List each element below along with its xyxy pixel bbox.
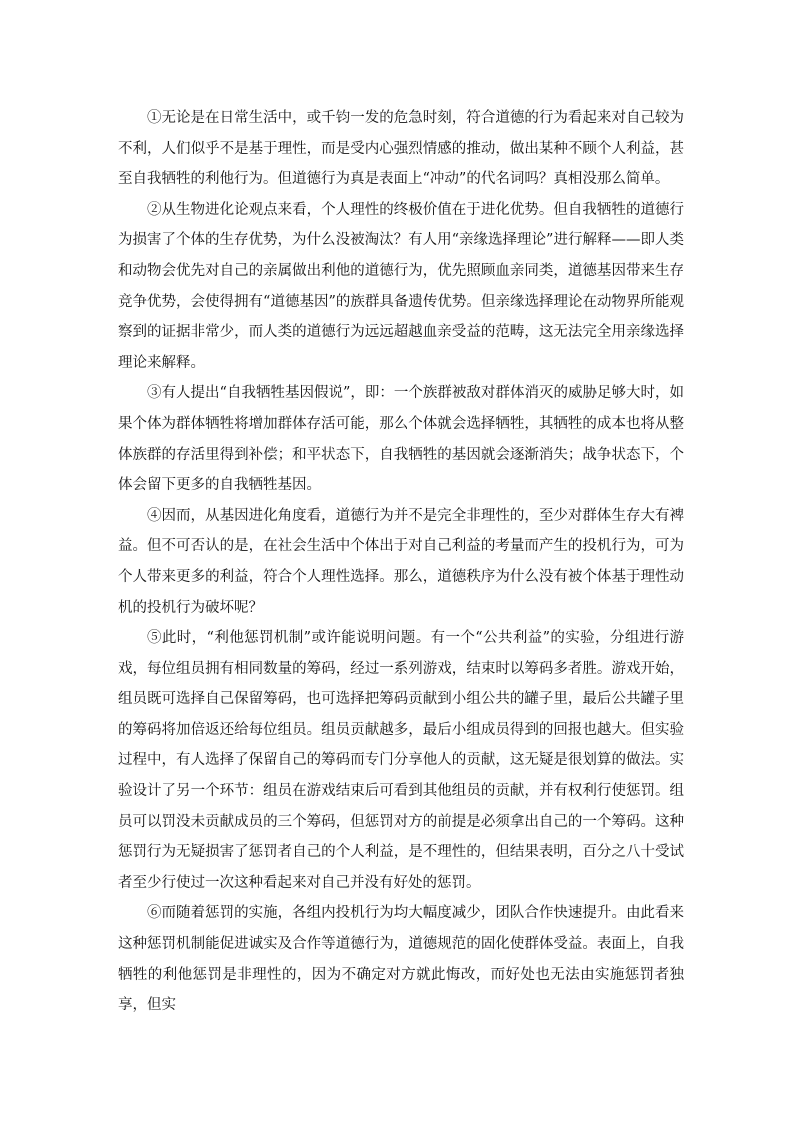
paragraph-4: ④因而，从基因进化角度看，道德行为并不是完全非理性的，至少对群体生存大有裨益。但不可否认的是，在社会生活中个体出于对自己利益的考量而产生的投机行为，可为个人带来更多的利益，符合个人理性选择。那么，道德秩序为什么没有被个体基于理性动机的投机行为破坏呢？ [118, 507, 684, 616]
paragraph-3: ③有人提出“自我牺牲基因假说”，即：一个族群被敌对群体消灭的威胁足够大时，如果个体为群体牺牲将增加群体存活可能，那么个体就会选择牺牲，其牺牲的成本也将从整体族群的存活里得到补偿；和平状态下，自我牺牲的基因就会逐渐消失；战争状态下，个体会留下更多的自我牺牲基因。 [118, 385, 684, 494]
paragraph-6: ⑥而随着惩罚的实施，各组内投机行为均大幅度减少，团队合作快速提升。由此看来这种惩罚机制能促进诚实及合作等道德行为，道德规范的固化使群体受益。表面上，自我牺牲的利他惩罚是非理性的，因为不确定对方就此悔改，而好处也无法由实施惩罚者独享，但实 [118, 905, 684, 1014]
paragraph-1: ①无论是在日常生活中，或千钧一发的危急时刻，符合道德的行为看起来对自己较为不利，人们似乎不是基于理性，而是受内心强烈情感的推动，做出某种不顾个人利益，甚至自我牺牲的利他行为。但道德行为真是表面上“冲动”的代名词吗？真相没那么简单。 [118, 110, 684, 188]
document-body [118, 103, 684, 1021]
paragraph-2: ②从生物进化论观点来看，个人理性的终极价值在于进化优势。但自我牺牲的道德行为损害了个体的生存优势，为什么没被淘汰？有人用“亲缘选择理论”进行解释——即人类和动物会优先对自己的亲属做出利他的道德行为，优先照顾血亲同类，道德基因带来生存竞争优势，会使得拥有“道德基因”的族群具备遗传优势。但亲缘选择理论在动物界所能观察到的证据非常少，而人类的道德行为远远超越血亲受益的范畴，这无法完全用亲缘选择理论来解释。 [118, 201, 684, 371]
paragraph-5: ⑤此时，“利他惩罚机制”或许能说明问题。有一个“公共利益”的实验，分组进行游戏，每位组员拥有相同数量的筹码，经过一系列游戏，结束时以筹码多者胜。游戏开始，组员既可选择自己保留筹码，也可选择把筹码贡献到小组公共的罐子里，最后公共罐子里的筹码将加倍返还给每位组员。组员贡献越多，最后小组成员得到的回报也越大。但实验过程中，有人选择了保留自己的筹码而专门分享他人的贡献，这无疑是很划算的做法。实验设计了另一个环节：组员在游戏结束后可看到其他组员的贡献，并有权利行使惩罚。组员可以罚没未贡献成员的三个筹码，但惩罚对方的前提是必须拿出自己的一个筹码。这种惩罚行为无疑损害了惩罚者自己的个人利益，是不理性的，但结果表明，百分之八十受试者至少行使过一次这种看起来对自己并没有好处的惩罚。 [118, 630, 684, 891]
